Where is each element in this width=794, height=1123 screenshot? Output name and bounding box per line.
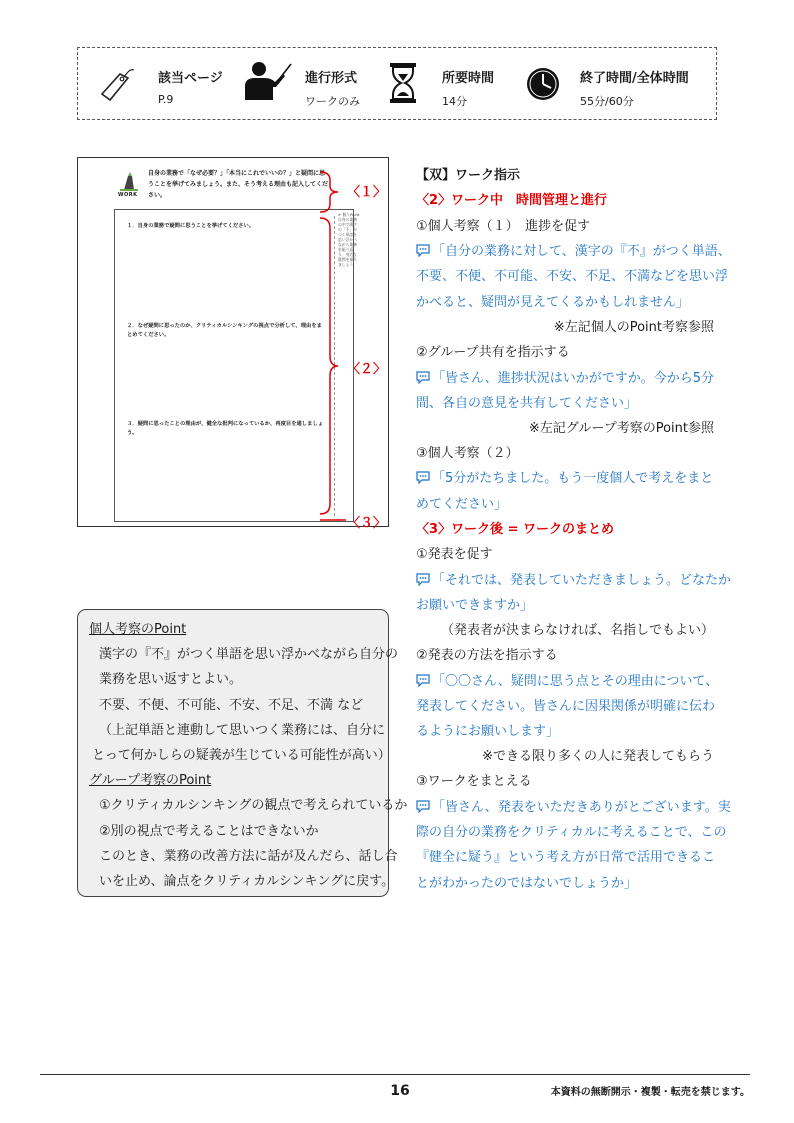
group-point-title: グループ考察のPoint (89, 773, 212, 788)
group-point-line: ①クリティカルシンキングの観点で考えられているか (99, 798, 408, 813)
quote-6-text: 際の自分の業務をクリティカルに考えることで、この (416, 825, 727, 840)
group-point-line: ②別の視点で考えることはできないか (99, 824, 319, 839)
session-info-box (77, 47, 717, 120)
page-ref-value: P.9 (158, 93, 174, 106)
section-2-heading: 〈2〉ワーク中 時間管理と進行 (416, 193, 608, 208)
quote-1-line (416, 243, 731, 263)
point-box (77, 609, 408, 897)
quote-4-line (416, 572, 731, 592)
section-marker-1: 〈１〉 (347, 185, 387, 200)
individual-point-line: （上記単語と連動して思いつく業務には、自分に (99, 723, 386, 738)
individual-point-line: とって何かしらの疑義が生じている可能性が高い） (92, 748, 391, 763)
quote-5-text: るようにお願いします」 (416, 724, 560, 739)
tag-icon (94, 64, 134, 106)
quote-2-text: 「皆さん、進捗状況はいかがですか。今から5分 (432, 371, 715, 386)
duration-value: 14分 (442, 95, 467, 108)
step-6: ③ワークをまとえる (416, 774, 532, 789)
individual-point-line: 業務を思い返すとよい。 (99, 672, 243, 687)
hourglass-icon (389, 62, 417, 104)
quote-3-text: 「5分がたちました。もう一度個人で考えをまと (432, 471, 714, 486)
step-2: ②グループ共有を指示する (416, 345, 570, 360)
quote-2-text: 間、各自の意見を共有してください」 (416, 396, 638, 411)
quote-6-text: 「皆さん、発表をいただきありがとございます。実 (432, 800, 731, 815)
end-time-label: 終了時間/全体時間 (580, 71, 689, 86)
quote-6-line (416, 799, 731, 819)
speech-bubble-icon (416, 244, 430, 263)
duration-label: 所要時間 (442, 71, 495, 86)
quote-3-text: めてください」 (416, 497, 508, 512)
quote-3-line (416, 470, 713, 490)
section-3-heading: 〈3〉ワーク後 = ワークのまとめ (416, 522, 614, 537)
quote-2-line (416, 370, 714, 390)
worksheet-question: ３．疑問に思ったことの理由が、健全な批判になっているか、再度目を通しましょう。 (127, 421, 323, 436)
section-marker-3: 〈３〉 (347, 516, 387, 531)
page-ref-item (78, 48, 228, 121)
quote-6-text: 『健全に疑う』という考え方が日常で活用できるこ (416, 850, 716, 865)
worksheet-question: ２．なぜ疑問に思ったのか、クリティカルシンキングの視点で分析して、理由をまとめてください。 (127, 323, 322, 338)
work-logo-icon (118, 172, 140, 192)
presenter-icon (241, 60, 293, 104)
section-marker-2: 〈２〉 (347, 362, 387, 377)
speech-bubble-icon (416, 573, 430, 592)
worksheet-question: １．自身の業務で疑問に思うことを挙げてください。 (127, 223, 255, 229)
group-point-line: このとき、業務の改善方法に話が及んだら、話し合 (99, 849, 398, 864)
footer-divider (40, 1074, 750, 1075)
quote-5-text: 発表してください。皆さんに因果関係が明確に伝わ (416, 699, 716, 714)
speech-bubble-icon (416, 371, 430, 390)
speech-bubble-icon (416, 471, 430, 490)
worksheet-side-note: ✔ 個人Point 自身の業務の中で漢字の「不」がつく単語を思い浮かべながら業務を振り返り、身近な疑問を探りましょう。 (338, 212, 360, 267)
step-5: ②発表の方法を指示する (416, 648, 558, 663)
quote-4-text: 「それでは、発表していただきましょう。どなたか (432, 573, 732, 588)
format-label: 進行形式 (305, 71, 358, 86)
group-point-line: いを止め、論点をクリティカルシンキングに戻す。 (99, 874, 395, 889)
note-5: ※できる限り多くの人に発表してもらう (482, 749, 714, 764)
quote-1-text: 「自分の業務に対して、漢字の『不』がつく単語、 (432, 244, 731, 259)
individual-point-title: 個人考察のPoint (89, 622, 187, 637)
end-time-item (523, 48, 713, 121)
page-number: 16 (390, 1083, 410, 1099)
individual-point-line: 不要、不便、不可能、不安、不足、不満 など (99, 698, 364, 713)
instructions-title: 【双】ワーク指示 (416, 168, 521, 183)
note-2: ※左記グループ考察のPoint参照 (528, 421, 714, 436)
step-1: ①個人考察（１） 進捗を促す (416, 219, 591, 234)
step-3: ③個人考察（２） (416, 446, 519, 461)
quote-5-text: 「〇〇さん、疑問に思う点とその理由について、 (432, 674, 719, 689)
work-logo-text: WORK (118, 192, 138, 198)
note-1: ※左記個人のPoint考察参照 (553, 320, 714, 335)
section-brackets (318, 170, 348, 530)
quote-5-line (416, 673, 718, 693)
format-value: ワークのみ (305, 95, 360, 108)
note-4: （発表者が決まらなければ、名指しでもよい） (440, 623, 714, 638)
copyright-notice: 本資料の無断開示・複製・転売を禁じます。 (550, 1087, 750, 1098)
quote-6-text: とがわかったのではないでしょうか」 (416, 876, 638, 891)
duration-item (383, 48, 523, 121)
quote-4-text: お願いできますか」 (416, 598, 534, 613)
end-time-value: 55分/60分 (580, 95, 634, 108)
format-item (238, 48, 378, 121)
speech-bubble-icon (416, 800, 430, 819)
individual-point-line: 漢字の『不』がつく単語を思い浮かべながら自分の (99, 647, 399, 662)
quote-1-text: かべると、疑問が見えてくるかもしれません」 (416, 295, 690, 310)
quote-1-text: 不要、不便、不可能、不安、不足、不満などを思い浮 (416, 269, 729, 284)
worksheet-prompt: 自身の業務で「なぜ必要？」「本当にこれでいいの？」と疑問に思うことを挙げてみましょう。また、そう考える理由も記入してください。 (148, 170, 329, 199)
page-ref-label: 該当ページ (158, 71, 223, 86)
clock-icon (525, 66, 561, 102)
speech-bubble-icon (416, 674, 430, 693)
step-4: ①発表を促す (416, 547, 493, 562)
